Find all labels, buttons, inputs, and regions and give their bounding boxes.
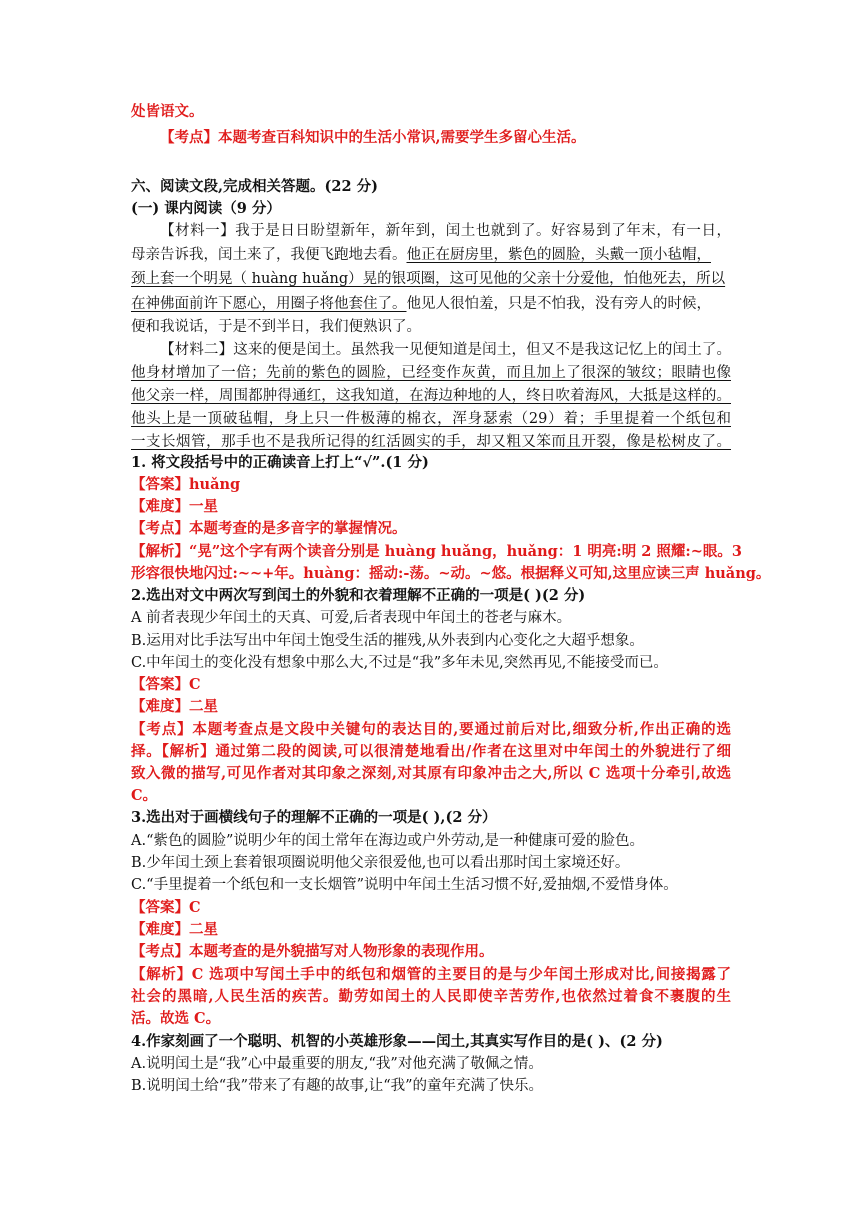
q1-exam-point: 【考点】本题考查的是多音字的掌握情况。 <box>131 520 407 537</box>
material-two-line-1: 【材料二】这来的便是闰土。虽然我一见便知道是闰土，但又不是我这记忆上的闰土了。 <box>160 342 731 358</box>
material-one-text: 母亲告诉我，闰土来了，我便飞跑地去看。 <box>131 247 407 263</box>
q3-difficulty: 【难度】二星 <box>131 921 218 938</box>
q1-explanation-2: 形容很快地闪过:~~+年。huàng：摇动:-荡。~动。~悠。根据释义可知,这里应读三声 huǎng。 <box>131 565 771 582</box>
q3-explanation-2: 社会的黑暗,人民生活的疾苦。勤劳如闰土的人民即使辛苦劳作,也依然过着食不裹腹的生 <box>131 988 731 1005</box>
question-2: 2.选出对文中两次写到闰土的外貌和衣着理解不正确的一项是( )(2 分) <box>131 587 586 604</box>
question-4: 4.作家刻画了一个聪明、机智的小英雄形象——闰土,其真实写作目的是( )、(2 分) <box>131 1033 663 1050</box>
material-one-text-2: 他见人很怕羞，只是不怕我，没有旁人的时候， <box>406 296 711 312</box>
q2-explanation-1: 【考点】本题考查点是文段中关键句的表达目的,要通过前后对比,细致分析,作出正确的选 <box>131 721 731 738</box>
q3-explanation-1: 【解析】C 选项中写闰土手中的纸包和烟管的主要目的是与少年闰土形成对比,间接揭露了 <box>131 966 731 983</box>
q2-option-b: B.运用对比手法写出中年闰土饱受生活的摧残,从外表到内心变化之大超乎想象。 <box>131 633 644 649</box>
subsection-heading: (一) 课内阅读（9 分） <box>131 200 281 217</box>
q2-option-a: A 前者表现少年闰土的天真、可爱,后者表现中年闰土的苍老与麻木。 <box>131 610 572 626</box>
material-one-line-5: 便和我说话，于是不到半日，我们便熟识了。 <box>131 319 421 335</box>
prev-answer-tail: 处皆语文。 <box>131 103 204 120</box>
material-two-line-4: 他头上是一顶破毡帽，身上只一件极薄的棉衣，浑身瑟索（29）着；手里提着一个纸包和 <box>131 411 731 427</box>
q4-option-b: B.说明闰土给“我”带来了有趣的故事,让“我”的童年充满了快乐。 <box>131 1078 544 1094</box>
question-1: 1. 将文段括号中的正确读音上打上“√”.(1 分) <box>131 454 429 471</box>
q1-difficulty: 【难度】一星 <box>131 498 218 515</box>
q3-answer: 【答案】C <box>131 899 201 916</box>
material-one-line-2 <box>131 244 731 266</box>
q2-difficulty: 【难度】二星 <box>131 698 218 715</box>
q1-explanation-1: 【解析】“晃”这个字有两个读音分别是 huàng huǎng，huǎng：1 明亮:明 2 照耀:~眼。3 <box>131 543 743 560</box>
prev-exam-point: 【考点】本题考查百科知识中的生活小常识,需要学生多留心生活。 <box>160 129 586 146</box>
q3-option-c: C.“手里提着一个纸包和一支长烟管”说明中年闰土生活习惯不好,爱抽烟,不爱惜身体。 <box>131 877 678 893</box>
q4-option-a: A.说明闰土是“我”心中最重要的朋友,“我”对他充满了敬佩之情。 <box>131 1056 543 1072</box>
q2-answer: 【答案】C <box>131 676 201 693</box>
underlined-sentence-2: 在神佛面前许下愿心，用圈子将他套住了。 <box>131 296 407 312</box>
material-two-line-2: 他身材增加了一倍；先前的紫色的圆脸，已经变作灰黄，而且加上了很深的皱纹；眼睛也像 <box>131 365 731 381</box>
q1-answer: 【答案】huǎng <box>131 476 241 493</box>
material-one-line-3: 颈上套一个明晃（ huàng huǎng）晃的银项圈，这可见他的父亲十分爱他，怕他死去，所以 <box>131 271 726 287</box>
q3-exam-point: 【考点】本题考查的是外貌描写对人物形象的表现作用。 <box>131 943 494 960</box>
q2-explanation-4: C。 <box>131 787 158 804</box>
section-heading: 六、阅读文段,完成相关答题。(22 分) <box>131 178 378 195</box>
q3-option-a: A.“紫色的圆脸”说明少年的闰土常年在海边或户外劳动,是一种健康可爱的脸色。 <box>131 833 645 849</box>
underlined-sentence-1: 他正在厨房里，紫色的圆脸，头戴一顶小毡帽， <box>406 247 711 263</box>
q2-explanation-2: 择。【解析】通过第二段的阅读,可以很清楚地看出/作者在这里对中年闰土的外貌进行了细 <box>131 743 731 760</box>
q2-option-c: C.中年闰土的变化没有想象中那么大,不过是“我”多年未见,突然再见,不能接受而已。 <box>131 655 668 671</box>
question-3: 3.选出对于画横线句子的理解不正确的一项是( ),(2 分） <box>131 809 497 826</box>
q3-explanation-3: 活。故选 C。 <box>131 1010 221 1027</box>
q3-option-b: B.少年闰土颈上套着银项圈说明他父亲很爱他,也可以看出那时闰土家境还好。 <box>131 855 630 871</box>
material-one-line-4 <box>131 293 731 315</box>
material-two-line-3: 他父亲一样，周围都肿得通红，这我知道，在海边种地的人，终日吹着海风，大抵是这样的。 <box>131 388 731 404</box>
material-one-line-1: 【材料一】我于是日日盼望新年，新年到，闰土也就到了。好容易到了年末，有一日， <box>160 223 731 239</box>
material-two-line-5: 一支长烟管，那手也不是我所记得的红活圆实的手，却又粗又笨而且开裂，像是松树皮了。 <box>131 434 731 450</box>
q2-explanation-3: 致入微的描写,可见作者对其印象之深刻,对其原有印象冲击之大,所以 C 选项十分牵引,故选 <box>131 765 731 782</box>
